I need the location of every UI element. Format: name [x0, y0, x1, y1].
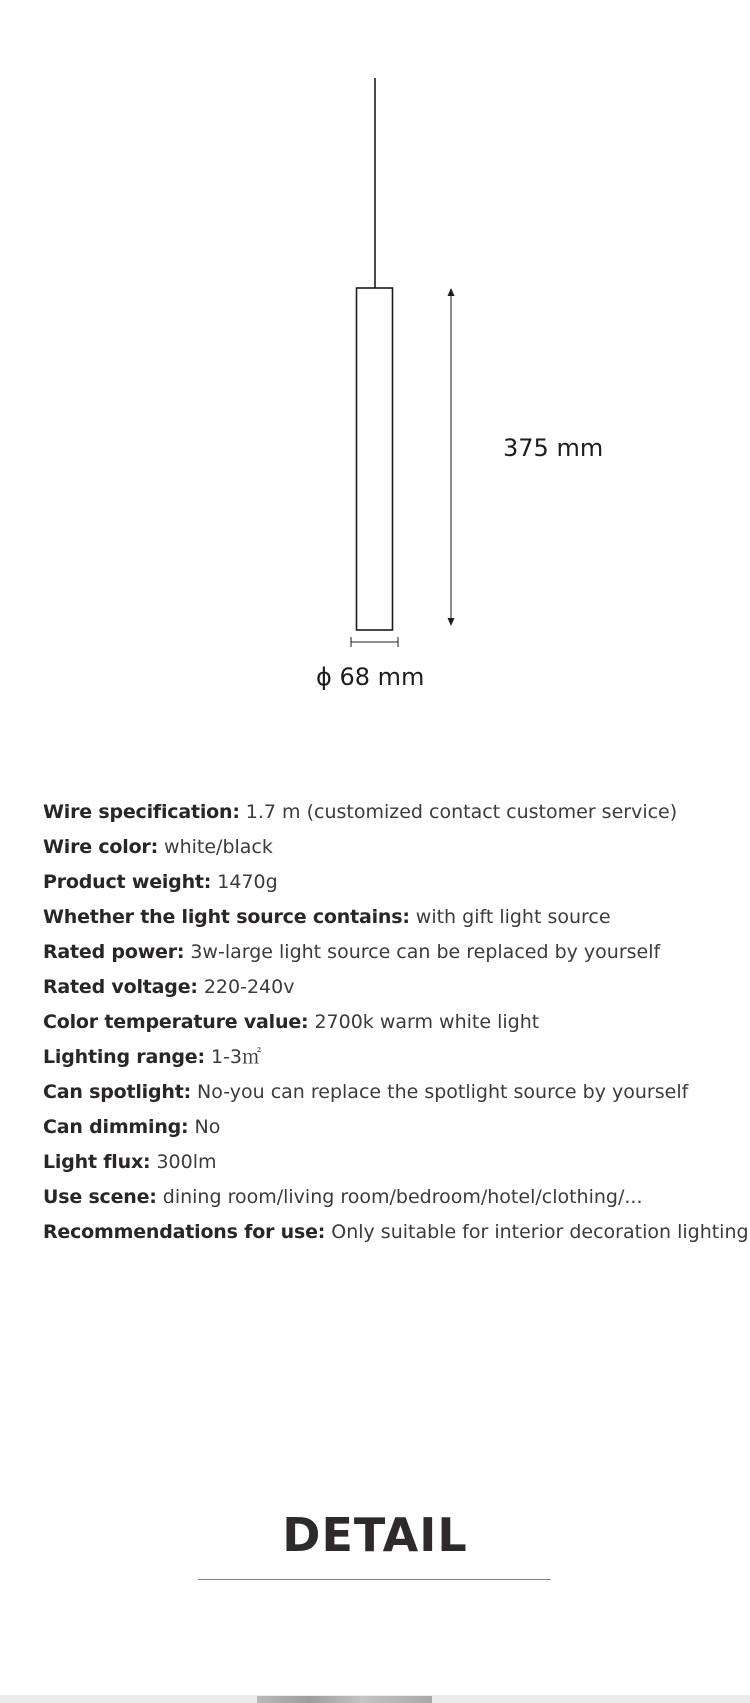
specifications-list — [43, 795, 749, 1250]
spec-label: Product weight: — [43, 871, 212, 893]
diameter-dimension-label: ϕ 68 mm — [316, 663, 425, 691]
spec-value: dining room/living room/bedroom/hotel/clothing/... — [162, 1186, 643, 1208]
spec-label: Can spotlight: — [43, 1081, 191, 1103]
spec-label: Can dimming: — [43, 1116, 189, 1138]
spec-value: 3w-large light source can be replaced by yourself — [190, 941, 661, 963]
spec-value: 300lm — [156, 1151, 217, 1173]
spec-row-can-spotlight — [43, 1075, 743, 1110]
spec-label: Rated power: — [43, 941, 185, 963]
spec-row-recommendations — [43, 1215, 749, 1250]
height-dimension-label: 375 mm — [503, 434, 604, 462]
spec-row-light-source — [43, 900, 743, 935]
spec-label: Lighting range: — [43, 1046, 205, 1068]
spec-row-rated-power — [43, 935, 743, 970]
spec-value: No-you can replace the spotlight source by yourself — [197, 1081, 689, 1103]
spec-label: Light flux: — [43, 1151, 151, 1173]
spec-value: white/black — [164, 836, 273, 858]
spec-label: Wire color: — [43, 836, 158, 858]
detail-heading: DETAIL — [282, 1508, 468, 1562]
spec-row-rated-voltage — [43, 970, 743, 1005]
lamp-body — [357, 288, 393, 630]
spec-row-wire-specification — [43, 795, 743, 830]
spec-row-light-flux — [43, 1145, 743, 1180]
spec-label: Color temperature value: — [43, 1011, 309, 1033]
product-photo-edge — [257, 1696, 432, 1703]
spec-value: 1470g — [217, 871, 278, 893]
spec-value: with gift light source — [415, 906, 611, 928]
spec-label: Rated voltage: — [43, 976, 198, 998]
spec-label: Wire specification: — [43, 801, 240, 823]
spec-label: Recommendations for use: — [43, 1221, 326, 1243]
spec-row-lighting-range — [43, 1040, 743, 1075]
spec-row-color-temperature — [43, 1005, 743, 1040]
spec-row-can-dimming — [43, 1110, 743, 1145]
spec-row-wire-color — [43, 830, 743, 865]
spec-value: No — [194, 1116, 221, 1138]
spec-value: 220-240v — [203, 976, 295, 998]
spec-value: 1-3㎡ — [210, 1046, 261, 1068]
spec-row-use-scene — [43, 1180, 743, 1215]
spec-value: Only suitable for interior decoration lighting — [331, 1221, 749, 1243]
spec-label: Use scene: — [43, 1186, 157, 1208]
pendant-lamp-drawing — [0, 0, 750, 720]
detail-divider — [198, 1579, 551, 1580]
spec-label: Whether the light source contains: — [43, 906, 410, 928]
spec-value: 2700k warm white light — [314, 1011, 540, 1033]
product-dimension-diagram — [0, 0, 750, 720]
spec-value: 1.7 m (customized contact customer service) — [245, 801, 678, 823]
spec-row-product-weight — [43, 865, 743, 900]
next-product-image — [0, 1695, 750, 1703]
height-arrow-top — [448, 288, 455, 296]
height-arrow-bottom — [448, 618, 455, 626]
